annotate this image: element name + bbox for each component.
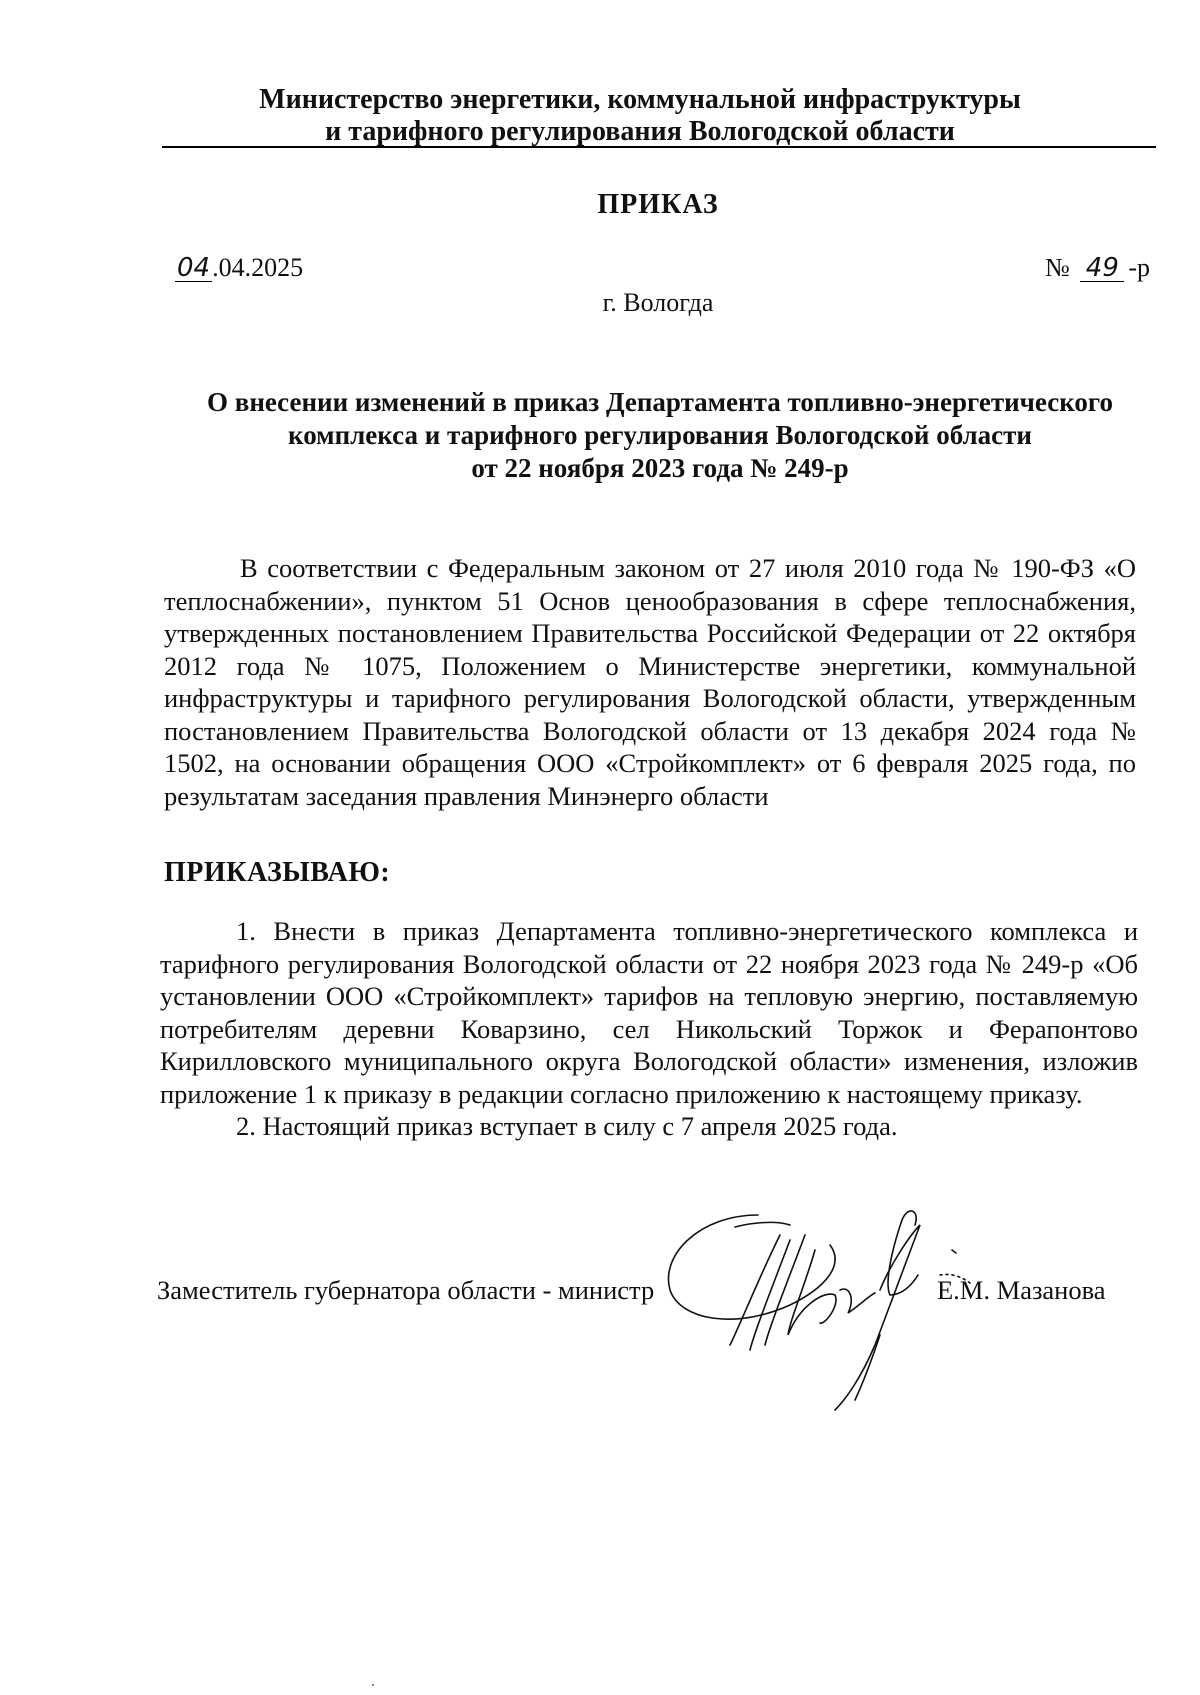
handwritten-signature bbox=[640, 1195, 1060, 1425]
city: г. Вологда bbox=[602, 288, 714, 317]
number-sign: № bbox=[1045, 253, 1070, 282]
signatory-position: Заместитель губернатора области - министр bbox=[157, 1275, 655, 1305]
ministry-line-1: Министерство энергетики, коммунальной инфраструктуры bbox=[259, 84, 1021, 115]
document-type: ПРИКАЗ bbox=[597, 189, 719, 220]
document-title bbox=[150, 386, 1170, 485]
order-item-1: 1. Внести в приказ Департамента топливно-энергетического комплекса и тарифного регулирования Вологодской области от 22 ноября 2023 года № 249-р «Об установлении ООО «Стройкомплект» тарифов на тепловую энергию, поставляемую потребителям деревни Коварзино, сел Никольский Торжок и Ферапонтово Кирилловского муниципального округа Вологодской области» изменения, изложив приложение 1 к приказу в редакции согласно приложению к настоящему приказу. bbox=[160, 916, 1138, 1109]
order-number bbox=[1045, 253, 1150, 283]
preamble-paragraph: В соответствии с Федеральным законом от 27 июля 2010 года № 190-ФЗ «О теплоснабжении», пунктом 51 Основ ценообразования в сфере теплоснабжения, утвержденных постановлением Правительства Российской Федерации от 22 октября 2012 года № 1075, Положением о Министерстве энергетики, коммунальной инфраструктуры и тарифного регулирования Вологодской области, утвержденным постановлением Правительства Вологодской области от 13 декабря 2024 года № 1502, на основании обращения ООО «Стройкомплект» от 6 февраля 2025 года, по результатам заседания правления Минэнерго области bbox=[164, 553, 1136, 811]
ministry-line-2: и тарифного регулирования Вологодской области bbox=[325, 116, 955, 147]
number-suffix: -р bbox=[1128, 253, 1150, 282]
order-item-2: 2. Настоящий приказ вступает в силу с 7 апреля 2025 года. bbox=[236, 1111, 898, 1141]
header-divider bbox=[162, 146, 1156, 148]
date-day-handwritten: 04 bbox=[177, 253, 211, 283]
number-handwritten: 49 bbox=[1080, 255, 1124, 282]
title-line-1: О внесении изменений в приказ Департамента топливно-энергетического bbox=[206, 387, 1113, 417]
command-word: ПРИКАЗЫВАЮ: bbox=[164, 857, 391, 888]
signatory-name: Е.М. Мазанова bbox=[937, 1275, 1106, 1305]
order-items bbox=[160, 915, 1138, 1143]
title-line-3: от 22 ноября 2023 года № 249-р bbox=[471, 453, 849, 483]
scan-speck bbox=[372, 1684, 374, 1686]
ministry-header bbox=[160, 84, 1120, 148]
title-line-2: комплекса и тарифного регулирования Вологодской области bbox=[288, 420, 1032, 450]
order-date bbox=[175, 253, 303, 283]
date-month-year: .04.2025 bbox=[212, 253, 304, 282]
